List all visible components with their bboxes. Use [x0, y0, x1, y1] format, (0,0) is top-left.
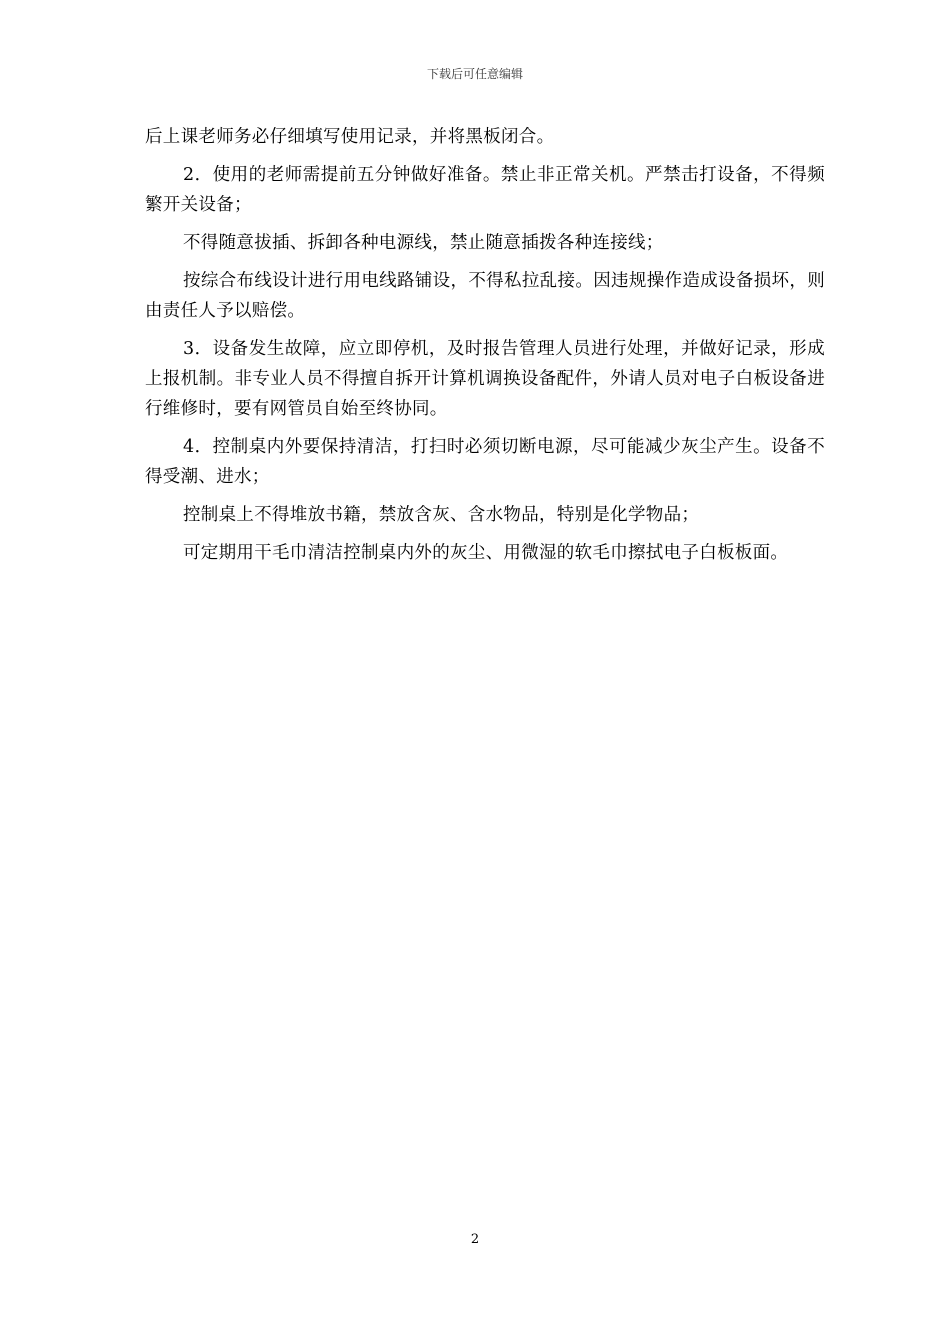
paragraph: 按综合布线设计进行用电线路铺设，不得私拉乱接。因违规操作造成设备损坏，则由责任人予以赔偿。 — [145, 271, 825, 321]
page-number: 2 — [470, 1232, 480, 1247]
paragraph: 3．设备发生故障，应立即停机，及时报告管理人员进行处理，并做好记录，形成上报机制。非专业人员不得擅自拆开计算机调换设备配件，外请人员对电子白板设备进行维修时，要有网管员自始至终协同。 — [145, 339, 825, 419]
paragraph: 可定期用干毛巾清洁控制桌内外的灰尘、用微湿的软毛巾擦拭电子白板板面。 — [183, 543, 789, 563]
document-body — [145, 122, 825, 576]
paragraph: 2．使用的老师需提前五分钟做好准备。禁止非正常关机。严禁击打设备，不得频繁开关设备； — [145, 165, 825, 215]
page-header: 下载后可任意编辑 — [426, 67, 523, 81]
paragraph: 控制桌上不得堆放书籍，禁放含灰、含水物品，特别是化学物品； — [183, 505, 700, 525]
paragraph: 后上课老师务必仔细填写使用记录，并将黑板闭合。 — [145, 127, 555, 147]
paragraph: 4．控制桌内外要保持清洁，打扫时必须切断电源，尽可能减少灰尘产生。设备不得受潮、进水； — [145, 437, 825, 487]
paragraph: 不得随意拔插、拆卸各种电源线，禁止随意插拨各种连接线； — [183, 233, 664, 253]
